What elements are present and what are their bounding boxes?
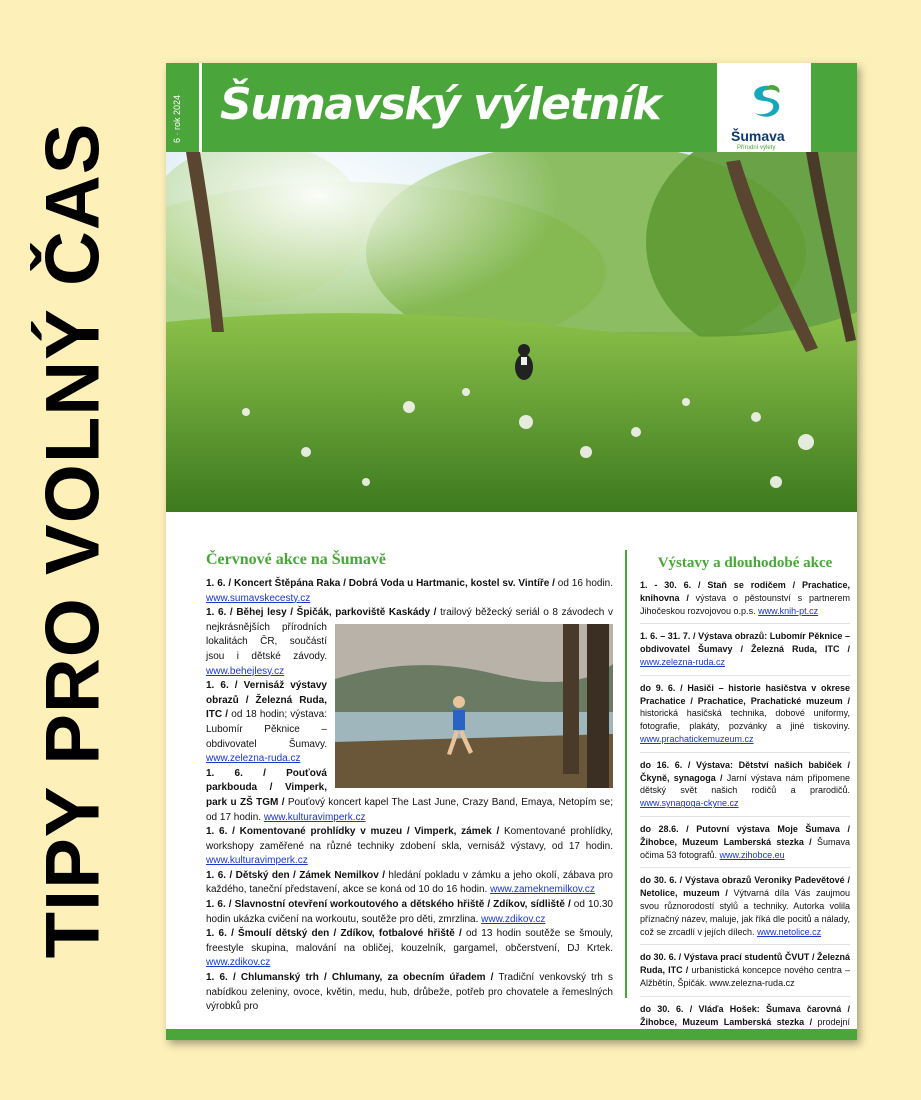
event-entry-link[interactable]: www.zdikov.cz — [206, 957, 271, 969]
issue-label: 6 · rok 2024 — [172, 94, 182, 143]
event-entry — [206, 927, 613, 971]
exhibition-entry-text: urbanistická koncepce nového centra – Alžbětín, Špičák. www.zelezna-ruda.cz — [640, 965, 851, 988]
exhibition-entry-text: Výtvarná díla Vás zaujmou svou různorodostí stylů a techniky. Autorka volila příznačný název, maluje, jak říká dle pocitů a nálady, což se zrcadlí v jejích dílech. — [640, 888, 850, 937]
event-entry-head: 1. 6. / Vernisáž výstavy obrazů / Železná Ruda, ITC / — [206, 680, 327, 721]
event-entry-link[interactable]: www.zelezna-ruda.cz — [206, 753, 301, 765]
logo-subtext: Přírodní výlety — [737, 145, 776, 151]
runner-lake-photo — [335, 624, 613, 788]
exhibition-entry-head: do 9. 6. / Hasiči – historie hasičstva v okrese Prachatice / Prachatice, Prachatické muzeum / — [640, 682, 850, 706]
event-entry-head: 1. 6. / Dětský den / Zámek Nemilkov / — [206, 869, 385, 881]
event-entry-link[interactable]: www.kulturavimperk.cz — [263, 811, 366, 823]
event-entry-text: od 13 hodin soutěže se šmouly, freestyle skupina, malování na obličej, kouzelník, gargamel, občerstvení, DJ Krtek. — [206, 928, 613, 954]
exhibition-entry — [640, 579, 850, 624]
sumava-logo — [717, 63, 811, 152]
sumava-logo-icon — [745, 83, 785, 121]
event-entry-text: od 10.30 hodin ukázka cvičení na workoutu, soutěže pro děti, zmrzlina. — [206, 899, 613, 925]
exhibition-entry-link[interactable]: www.zihobce.eu — [719, 849, 785, 860]
event-entry-link[interactable]: www.zdikov.cz — [481, 913, 546, 925]
event-entry-text: od 16 hodin. — [554, 578, 614, 589]
event-entry-text: od 18 hodin; výstava: Lubomír Pěknice – obdivovatel Šumavy. — [206, 709, 327, 750]
event-entry-text: Tradiční venkovský trh s nabídkou zeleniny, ovoce, květin, medu, hub, drůbeže, potřeb pro chovatele a řemeslných výrobků pro — [206, 972, 613, 1013]
exhibition-entry — [640, 1003, 850, 1047]
exhibition-entry-text: výstava o pěstounství s partnerem Jihočeskou rozvojovou o.p.s. — [640, 592, 850, 616]
exhibitions-section-title: Výstavy a dlouhodobé akce — [657, 555, 833, 571]
exhibition-entry-text: prodejní — [817, 1016, 850, 1027]
exhibition-entry-head: do 28.6. / Putovní výstava Moje Šumava / Žihobce, Muzeum Lamberská stezka / — [640, 823, 850, 847]
exhibition-entry-text: historická hasičská technika, dobové uniformy, fotografie, plakáty, pozvánky a jiné tiskoviny. — [640, 708, 850, 732]
exhibition-entry-link[interactable]: www.prachatickemuzeum.cz — [640, 733, 754, 744]
exhibition-entry-link[interactable]: www.knih-pt.cz — [758, 605, 819, 616]
event-entry-head: 1. 6. / Běhej lesy / Špičák, parkoviště Kaskády / — [206, 607, 437, 619]
exhibition-entry-link[interactable]: www.zelezna-ruda.cz — [640, 656, 726, 667]
event-entry-link[interactable]: www.behejlesy.cz — [206, 665, 285, 677]
exhibition-entry-head: do 30. 6. / Výstava prací studentů ČVUT / Železná Ruda, ITC / — [640, 952, 850, 976]
event-entry-text: hledání pokladu v zámku a jeho okolí, zábava pro každého, taneční představení, akce se koná od 10 do 16 hodin. — [206, 869, 613, 896]
events-column — [206, 551, 613, 1015]
exhibition-entry-text: Šumava očima 53 fotografů. — [640, 836, 850, 860]
header-stripe — [199, 63, 202, 152]
side-heading: TIPY PRO VOLNÝ ČAS — [30, 122, 116, 958]
exhibition-entry-head: 1. - 30. 6. / Staň se rodičem / Prachatice, knihovna / — [640, 580, 850, 603]
exhibition-entry-head: do 30. 6. / Vláďa Hošek: Šumava čarovná / Žihobce, Muzeum Lamberská stezka / — [640, 1003, 850, 1027]
event-entry-head: 1. 6. / Šmoulí dětský den / Zdíkov, fotbalové hřiště / — [206, 928, 462, 940]
runner-illustration — [335, 624, 613, 788]
event-entry-text: trailový běžecký seriál o 8 závodech v nejkrásnějších přírodních lokalitách ČR, součástí jsou i dětské závody. — [206, 607, 613, 662]
event-entry-head: 1. 6. / Koncert Štěpána Raka / Dobrá Voda u Hartmanic, kostel sv. Vintíře / — [206, 578, 555, 589]
event-entry-text: Komentované prohlídky, workshopy zaměřené na různé techniky zdobení skla, vernisáž výstavy, od 17 hodin. — [206, 826, 613, 852]
hero-photo-meadow-dog — [166, 152, 857, 512]
exhibition-entry-head: do 30. 6. / Výstava obrazů Veroniky Padevětové / Netolice, muzeum / — [640, 875, 850, 899]
side-heading-container — [18, 40, 128, 1040]
exhibition-entry-text: Jarní výstava nám připomene dětský svět našich rodičů a prarodičů. — [640, 772, 850, 796]
event-entry — [206, 898, 613, 927]
event-entry-link[interactable]: www.kulturavimperk.cz — [206, 855, 308, 867]
exhibition-entry-link[interactable]: www.synagoga-ckyne.cz — [640, 798, 739, 809]
event-entry — [206, 869, 613, 898]
event-entry — [206, 971, 613, 1015]
exhibition-entry-head: do 16. 6. / Výstava: Dětství našich babiček / Čkyně, synagoga / — [640, 759, 850, 783]
event-entry-text: Pouťový koncert kapel The Last June, Crazy Band, Emaya, Netopím se; od 17 hodin. — [206, 796, 613, 823]
exhibition-entry-head: 1. 6. – 31. 7. / Výstava obrazů: Lubomír Pěknice – obdivovatel Šumavy / Železná Ruda, ITC / — [640, 631, 850, 655]
magazine-page — [166, 63, 857, 1040]
event-entry-link[interactable]: www.sumavskecesty.cz — [206, 592, 311, 604]
exhibition-entry-link[interactable]: www.netolice.cz — [757, 926, 822, 937]
event-entry — [206, 825, 613, 869]
exhibition-entry — [640, 630, 850, 675]
exhibition-entry — [640, 874, 850, 945]
column-divider — [625, 550, 627, 998]
meadow-illustration — [166, 152, 857, 512]
event-entry-head: 1. 6. / Chlumanský trh / Chlumany, za obecním úřadem / — [206, 972, 494, 984]
magazine-title: Šumavský výletník — [220, 79, 661, 130]
page-footer-bar — [166, 1029, 857, 1040]
exhibition-entry — [640, 682, 850, 753]
events-section-title: Červnové akce na Šumavě — [206, 551, 386, 568]
event-entry — [206, 606, 613, 679]
magazine-header — [166, 63, 857, 152]
event-entry — [206, 577, 613, 606]
event-entry-head: 1. 6. / Komentované prohlídky v muzeu / Vimperk, zámek / — [206, 826, 500, 838]
exhibitions-column — [640, 555, 850, 1053]
event-entry-link[interactable]: www.zameknemilkov.cz — [490, 884, 595, 896]
exhibition-entry — [640, 951, 850, 996]
event-entry-head: 1. 6. / Pouťová parkbouda / Vimperk, park u ZŠ TGM / — [206, 767, 327, 808]
exhibition-entry — [640, 759, 850, 817]
exhibition-entry — [640, 823, 850, 868]
event-entry-head: 1. 6. / Slavnostní otevření workoutového a dětského hřiště / Zdíkov, sídliště / — [206, 899, 571, 911]
logo-text: Šumava — [731, 128, 785, 144]
